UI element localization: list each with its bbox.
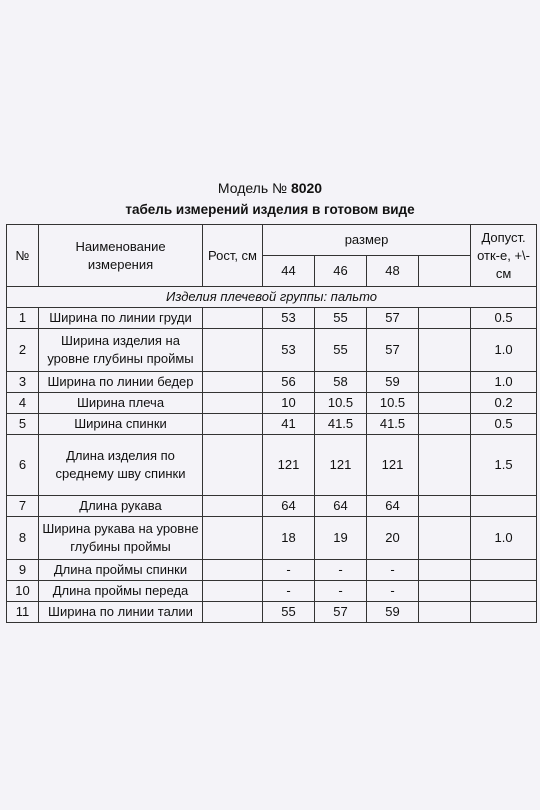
section-row (7, 287, 537, 308)
table-row (7, 372, 537, 393)
size-extra-header (419, 256, 471, 287)
row-tol: 0.2 (471, 393, 537, 414)
row-num: 6 (7, 435, 39, 496)
col-num-header: № (7, 225, 39, 287)
table-row (7, 308, 537, 329)
row-s48: - (367, 560, 419, 581)
col-tolerance-header: Допуст. отк-е, +\-см (471, 225, 537, 287)
row-s44: 55 (263, 602, 315, 623)
row-tol: 0.5 (471, 308, 537, 329)
row-name: Ширина по линии груди (39, 308, 203, 329)
row-num: 5 (7, 414, 39, 435)
row-s44: 64 (263, 496, 315, 517)
row-s46: - (315, 581, 367, 602)
row-num: 10 (7, 581, 39, 602)
row-num: 4 (7, 393, 39, 414)
row-s46: 41.5 (315, 414, 367, 435)
row-tol (471, 496, 537, 517)
row-s48: 59 (367, 372, 419, 393)
size-46-header: 46 (315, 256, 367, 287)
row-extra (419, 496, 471, 517)
row-tol: 1.0 (471, 517, 537, 560)
table-row (7, 496, 537, 517)
row-s44: 18 (263, 517, 315, 560)
row-name: Ширина по линии талии (39, 602, 203, 623)
row-name: Ширина по линии бедер (39, 372, 203, 393)
row-height (203, 602, 263, 623)
row-extra (419, 517, 471, 560)
row-name: Длина рукава (39, 496, 203, 517)
table-subtitle: табель измерений изделия в готовом виде (125, 202, 415, 217)
row-name: Ширина рукава на уровне глубины проймы (39, 517, 203, 560)
row-s44: 53 (263, 308, 315, 329)
row-height (203, 435, 263, 496)
row-extra (419, 393, 471, 414)
row-height (203, 393, 263, 414)
row-extra (419, 560, 471, 581)
row-height (203, 414, 263, 435)
row-tol (471, 581, 537, 602)
row-s48: 20 (367, 517, 419, 560)
row-s44: 53 (263, 329, 315, 372)
header-row-1 (7, 225, 537, 256)
row-s44: - (263, 560, 315, 581)
row-num: 2 (7, 329, 39, 372)
model-number: 8020 (290, 180, 323, 196)
row-extra (419, 308, 471, 329)
row-num: 1 (7, 308, 39, 329)
row-s44: - (263, 581, 315, 602)
row-height (203, 308, 263, 329)
size-48-header: 48 (367, 256, 419, 287)
table-row (7, 560, 537, 581)
row-name: Длина изделия по среднему шву спинки (39, 435, 203, 496)
row-height (203, 560, 263, 581)
row-s46: 57 (315, 602, 367, 623)
row-num: 3 (7, 372, 39, 393)
row-s48: - (367, 581, 419, 602)
row-num: 7 (7, 496, 39, 517)
table-row (7, 435, 537, 496)
table-row (7, 581, 537, 602)
col-name-header: Наименование измерения (39, 225, 203, 287)
row-extra (419, 414, 471, 435)
row-s48: 10.5 (367, 393, 419, 414)
row-s46: - (315, 560, 367, 581)
row-s48: 57 (367, 308, 419, 329)
row-extra (419, 581, 471, 602)
row-num: 9 (7, 560, 39, 581)
row-tol: 1.5 (471, 435, 537, 496)
row-s46: 121 (315, 435, 367, 496)
row-tol (471, 602, 537, 623)
row-extra (419, 372, 471, 393)
row-height (203, 496, 263, 517)
row-name: Ширина спинки (39, 414, 203, 435)
col-height-header: Рост, см (203, 225, 263, 287)
row-height (203, 329, 263, 372)
row-s46: 55 (315, 308, 367, 329)
row-s46: 19 (315, 517, 367, 560)
row-s48: 57 (367, 329, 419, 372)
row-height (203, 517, 263, 560)
row-extra (419, 602, 471, 623)
row-height (203, 581, 263, 602)
section-title: Изделия плечевой группы: пальто (7, 287, 537, 308)
row-tol: 1.0 (471, 372, 537, 393)
measurement-table (6, 224, 537, 623)
row-name: Длина проймы спинки (39, 560, 203, 581)
row-s48: 41.5 (367, 414, 419, 435)
table-row (7, 414, 537, 435)
table-row (7, 602, 537, 623)
model-title (0, 180, 540, 196)
size-44-header: 44 (263, 256, 315, 287)
row-name: Длина проймы переда (39, 581, 203, 602)
row-s46: 55 (315, 329, 367, 372)
row-s48: 59 (367, 602, 419, 623)
row-tol (471, 560, 537, 581)
row-s46: 64 (315, 496, 367, 517)
row-extra (419, 329, 471, 372)
row-s44: 41 (263, 414, 315, 435)
table-row (7, 393, 537, 414)
model-prefix: Модель № (217, 180, 288, 196)
col-size-header: размер (263, 225, 471, 256)
row-s46: 10.5 (315, 393, 367, 414)
row-s48: 121 (367, 435, 419, 496)
row-tol: 0.5 (471, 414, 537, 435)
row-height (203, 372, 263, 393)
row-num: 11 (7, 602, 39, 623)
row-s48: 64 (367, 496, 419, 517)
row-name: Ширина плеча (39, 393, 203, 414)
row-s44: 10 (263, 393, 315, 414)
row-name: Ширина изделия на уровне глубины проймы (39, 329, 203, 372)
row-tol: 1.0 (471, 329, 537, 372)
table-row (7, 517, 537, 560)
row-s44: 56 (263, 372, 315, 393)
row-extra (419, 435, 471, 496)
row-num: 8 (7, 517, 39, 560)
row-s44: 121 (263, 435, 315, 496)
table-row (7, 329, 537, 372)
row-s46: 58 (315, 372, 367, 393)
